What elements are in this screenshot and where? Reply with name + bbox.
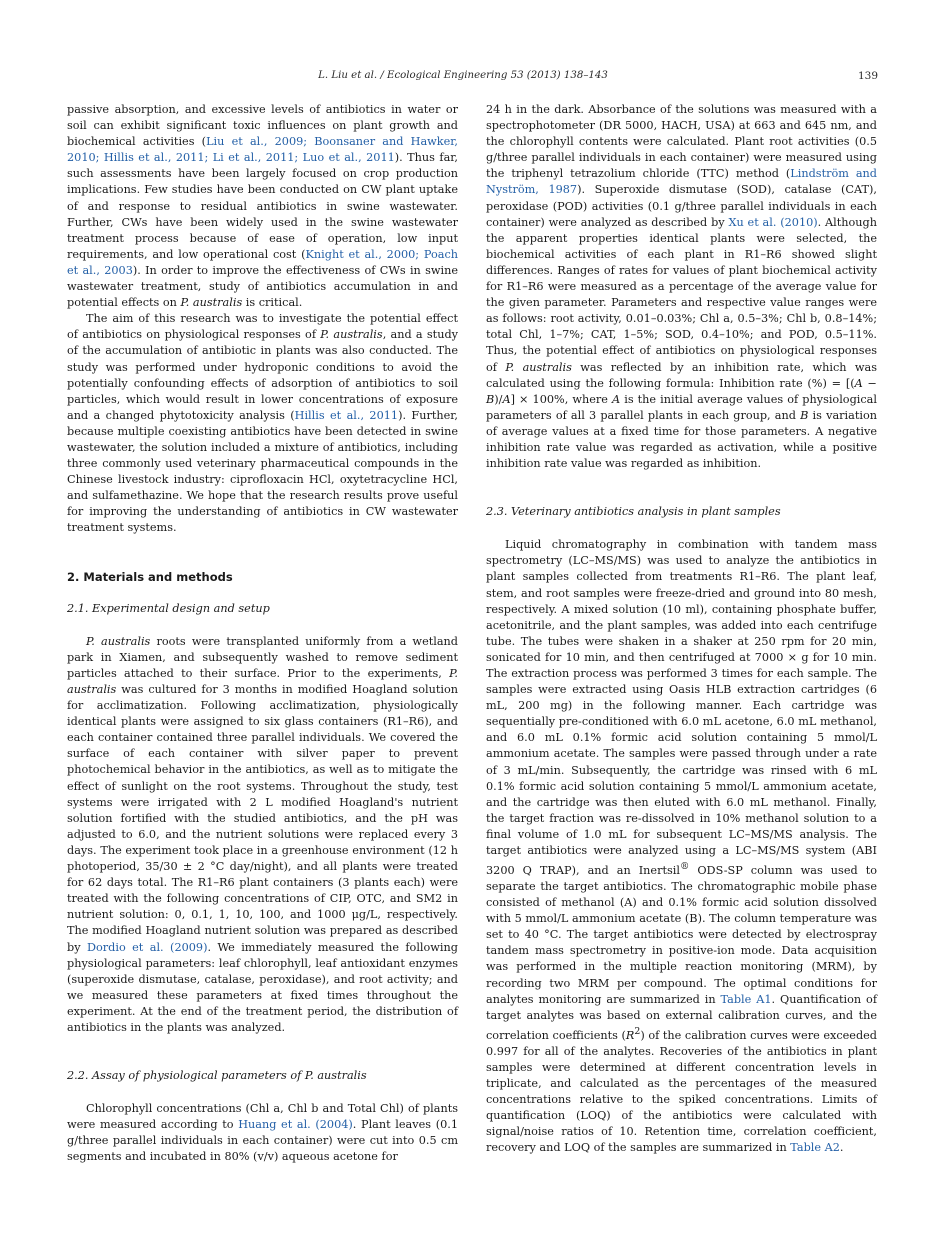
citation-link[interactable]: Hillis et al., 2011 [294,408,399,422]
subsection-heading-2-2: 2.2. Assay of physiological parameters of P. australis [67,1069,367,1083]
table-link[interactable]: Table A1 [720,992,772,1006]
paragraph-chlorophyll-assay: Chlorophyll concentrations (Chl a, Chl b and Total Chl) of plants were measured according to Huang et al. (2004). Plant leaves (0.1 g/three parallel individuals in each container) were cut into 0.5 cm segments and incubated in 80% (v/v) aqueous acetone for [67,1102,458,1164]
subsection-heading-2-1: 2.1. Experimental design and setup [67,601,270,615]
paragraph-experimental-design: P. australis roots were transplanted uniformly from a wetland park in Xiamen, and subsequently washed to remove sediment particles attached to their surface. Prior to the experiments, P. australis was cultured for 3 months in modified Hoagland solution for acclimatization. Following acclimatization, physiologically identical plants were assigned to six glass containers (R1–R6), and each container contained three parallel individuals. We covered the surface of each container with silver paper to prevent photochemical behavior in the antibiotics, as well as to mitigate the effect of sunlight on the root systems. Throughout the study, test systems were irrigated with 2 L modified Hoagland's nutrient solution fortified with the studied antibiotics, and the pH was adjusted to 6.0, and the nutrient solutions were replaced every 3 days. The experiment took place in a greenhouse environment (12 h photoperiod, 35/30 ± 2 °C day/night), and all plants were treated for 62 days total. The R1–R6 plant containers (3 plants each) were treated with the following concentrations of CIP, OTC, and SM2 in nutrient solution: 0, 0.1, 1, 10, 100, and 1000 μg/L, respectively. The modified Hoagland nutrient solution was prepared as described by Dordio et al. (2009). We immediately measured the following physiological parameters: leaf chlorophyll, leaf antioxidant enzymes (superoxide dismutase, catalase, peroxidase), and root activity; and we measured these parameters at fixed times throughout the experiment. At the end of the treatment period, the distribution of antibiotics in the plants was analyzed. [67,634,458,1034]
citation-link[interactable]: Lindström and Nyström, 1987 [486,167,878,197]
page-number: 139 [857,70,878,82]
left-column [67,102,458,1166]
paragraph-lcms-analysis: Liquid chromatography in combination with tandem mass spectrometry (LC–MS/MS) was used to analyze the antibiotics in plant samples collected from treatments R1–R6. The plant leaf, stem, and root samples were freeze-dried and ground into 80 mesh, respectively. A mixed solution (10 ml), containing phosphate buffer, acetonitrile, and the plant samples, was added into each centrifuge tube. The tubes were shaken in a shaker at 250 rpm for 20 min, sonicated for 10 min, and then centrifuged at 7000 × g for 10 min. The extraction process was performed 3 times for each sample. The samples were extracted using Oasis HLB extraction cartridges (6 mL, 200 mg) in the following manner. Each cartridge was sequentially pre-conditioned with 6.0 mL acetone, 6.0 mL methanol, and 6.0 mL 0.1% formic acid solution containing 5 mmol/L ammonium acetate. The samples were passed through under a rate of 3 mL/min. Subsequently, the cartridge was rinsed with 6 mL 0.1% formic acid solution containing 5 mmol/L ammonium acetate, and the cartridge was then eluted with 6.0 mL methanol. Finally, the target fraction was re-dissolved in 10% methanol solution to a final volume of 1.0 mL for subsequent LC–MS/MS analysis. The target antibiotics were analyzed using a LC–MS/MS system (ABI 3200 Q TRAP), and an Inertsil® ODS-SP column was used to separate the target antibiotics. The chromatographic mobile phase consisted of methanol (A) and 0.1% formic acid solution dissolved with 5 mmol/L ammonium acetate (B). The column temperature was set to 40 °C. The target antibiotics were detected by electrospray tandem mass spectrometry in positive-ion mode. Data acquisition was performed in the multiple reaction monitoring (MRM), by recording two MRM per compound. The optimal conditions for analytes monitoring are summarized in Table A1. Quantification of target analytes was based on external calibration curves, and the correlation coefficients $(R^2)$ of the calibration curves were exceeded 0.997 for all of the analytes. Recoveries of the antibiotics in plant samples were determined at different concentration levels in triplicate, and calculated as the percentages of the measured concentrations relative to the spiked concentrations. Limits of quantification (LOQ) of the antibiotics were calculated with signal/noise ratios of 10. Retention time, correlation coefficient, recovery and LOQ of the samples are summarized in Table A2. [486,538,878,1155]
table-link[interactable]: Table A2 [790,1141,840,1155]
citation-link[interactable]: Knight et al., 2000; Poach et al., 2003 [67,247,459,277]
right-column [486,102,877,1156]
paragraph-aim: The aim of this research was to investigate the potential effect of antibiotics on physiological responses of P. australis, and a study of the accumulation of antibiotic in plants was also conducted. The study was performed under hydroponic conditions to avoid the potentially confounding effects of adsorption of antibiotics to soil particles, which would result in lower concentrations of exposure and a changed phytotoxicity analysis (Hillis et al., 2011). Further, because multiple coexisting antibiotics have been detected in swine wastewater, the solution included a mixture of antibiotics, including three commonly used veterinary pharmaceutical compounds in the Chinese livestock industry: ciprofloxacin HCl, oxytetracycline HCl, and sulfamethazine. We hope that the research results prove useful for improving the understanding of antibiotics in CW wastewater treatment systems. [67,312,458,535]
paragraph-intro-continued: passive absorption, and excessive levels of antibiotics in water or soil can exhibit significant toxic influences on plant growth and biochemical activities (Liu et al., 2009; Boonsaner and Hawker, 2010; Hillis et al., 2011; Li et al., 2011; Luo et al., 2011). Thus far, such assessments have been largely focused on crop production implications. Few studies have been conducted on CW plant uptake of and response to residual antibiotics in swine wastewater. Further, CWs have been widely used in the swine wastewater treatment process because of ease of operation, low input requirements, and low operational cost (Knight et al., 2000; Poach et al., 2003). In order to improve the effectiveness of CWs in swine wastewater treatment, study of antibiotics accumulation in and potential effects on P. australis is critical. [67,103,459,310]
citation-link[interactable]: Huang et al. (2004) [238,1118,353,1132]
citation-link[interactable]: Liu et al., 2009; Boonsaner and Hawker, 2010; Hillis et al., 2011; Li et al., 2011; Luo et al., 2011 [67,135,458,165]
section-heading-materials-methods: 2. Materials and methods [67,569,233,584]
citation-link[interactable]: Xu et al. (2010) [728,215,818,229]
subsection-heading-2-3: 2.3. Veterinary antibiotics analysis in plant samples [486,505,781,519]
running-title: L. Liu et al. / Ecological Engineering 53 (2013) 138–143 [318,70,608,81]
citation-link[interactable]: Dordio et al. (2009) [86,940,208,954]
paragraph-assay-continued: 24 h in the dark. Absorbance of the solutions was measured with a spectrophotometer (DR 5000, HACH, USA) at 663 and 645 nm, and the chlorophyll contents were calculated. Plant root activities (0.5 g/three parallel individuals in each container) were measured using the triphenyl tetrazolium chloride (TTC) method (Lindström and Nyström, 1987). Superoxide dismutase (SOD), catalase (CAT), peroxidase (POD) activities (0.1 g/three parallel individuals in each container) were analyzed as described by Xu et al. (2010). Although the apparent properties identical plants were selected, the biochemical activities of each plant in R1–R6 showed slight differences. Ranges of rates for values of plant biochemical activity for R1–R6 were measured as a percentage of the average value for the given parameter. Parameters and respective value ranges were as follows: root activity, 0.01–0.03%; Chl a, 0.5–3%; Chl b, 0.8–14%; total Chl, 1–7%; CAT, 1–5%; SOD, 0.4–10%; and POD, 0.5–11%. Thus, the potential effect of antibiotics on physiological responses of P. australis was reflected by an inhibition rate, which was calculated using the following formula: Inhibition rate (%) = [(A − B)/A] × 100%, where A is the initial average values of physiological parameters of all 3 parallel plants in each group, and B is variation of average values at a fixed time for those parameters. A negative inhibition rate value was regarded as activation, while a positive inhibition rate value was regarded as inhibition. [486,103,878,471]
page-header [0,70,926,90]
